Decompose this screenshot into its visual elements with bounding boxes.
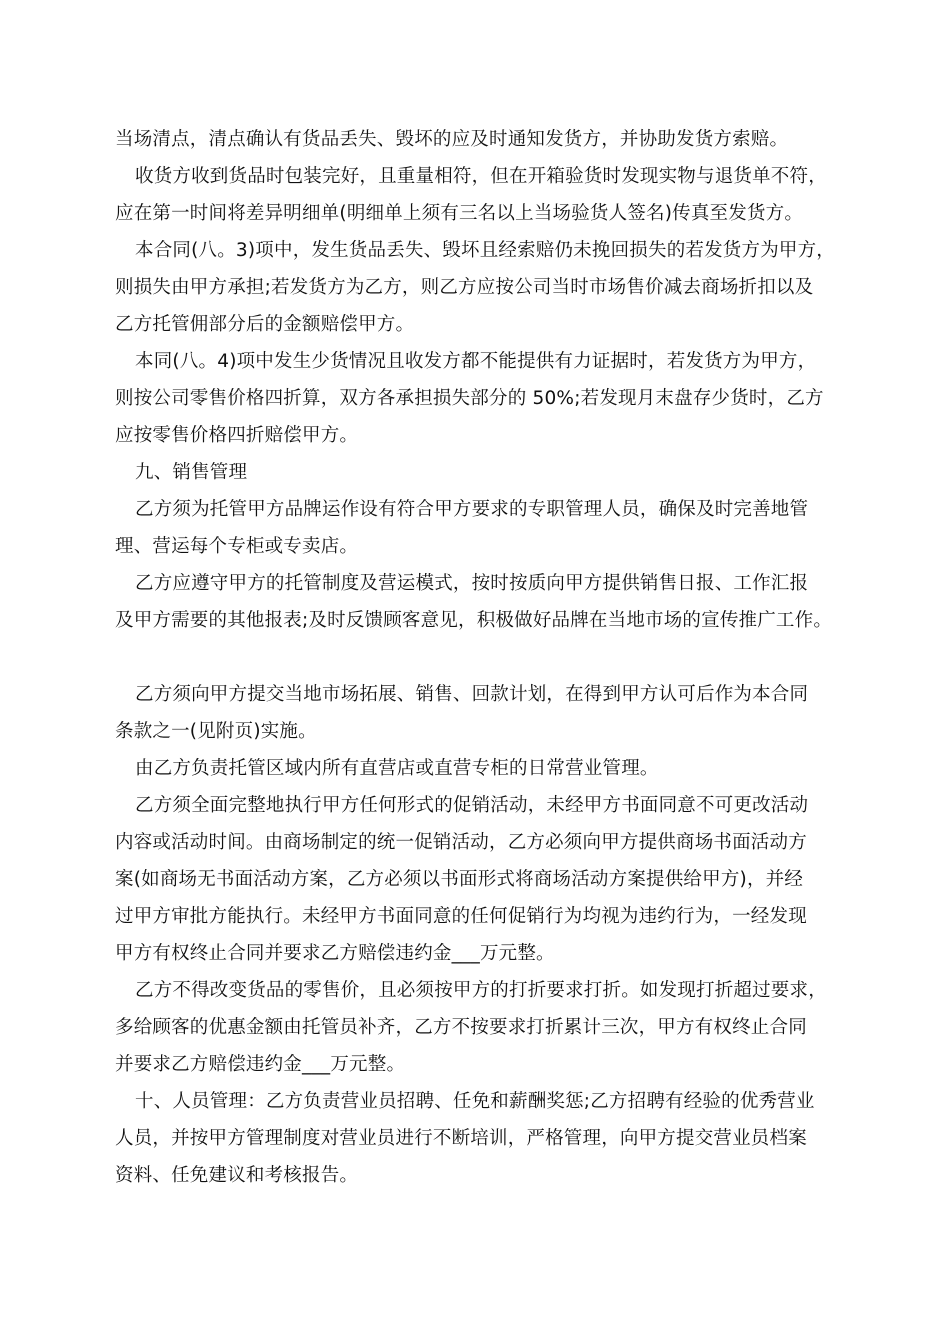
text-line: 资料、任免建议和考核报告。 (115, 1165, 359, 1186)
text-line: 人员，并按甲方管理制度对营业员进行不断培训，严格管理，向甲方提交营业员档案 (115, 1128, 807, 1149)
text-line: 案(如商场无书面活动方案，乙方必须以书面形式将商场活动方案提供给甲方)，并经 (115, 869, 804, 890)
text-line: 及甲方需要的其他报表;及时反馈顾客意见，积极做好品牌在当地市场的宣传推广工作。 (115, 610, 833, 631)
section-heading: 十、人员管理：乙方负责营业员招聘、任免和薪酬奖惩;乙方招聘有经验的优秀营业 (135, 1091, 815, 1112)
text-line: 并要求乙方赔偿违约金___万元整。 (115, 1054, 406, 1075)
text-line: 乙方不得改变货品的零售价，且必须按甲方的打折要求打折。如发现打折超过要求， (135, 980, 827, 1001)
text-line: 过甲方审批方能执行。未经甲方书面同意的任何促销行为均视为违约行为，一经发现 (115, 906, 807, 927)
text-line: 由乙方负责托管区域内所有直营店或直营专柜的日常营业管理。 (135, 758, 659, 779)
text-line: 多给顾客的优惠金额由托管员补齐，乙方不按要求打折累计三次，甲方有权终止合同 (115, 1017, 807, 1038)
text-line: 应在第一时间将差异明细单(明细单上须有三名以上当场验货人签名)传真至发货方。 (115, 203, 804, 224)
text-line: 乙方须为托管甲方品牌运作设有符合甲方要求的专职管理人员，确保及时完善地管 (135, 499, 809, 520)
text-line: 乙方应遵守甲方的托管制度及营运模式，按时按质向甲方提供销售日报、工作汇报 (135, 573, 809, 594)
section-heading: 九、销售管理 (135, 462, 248, 483)
blank-line (115, 639, 845, 676)
text-line: 则按公司零售价格四折算，双方各承担损失部分的 50%;若发现月末盘存少货时，乙方 (115, 388, 824, 409)
contract-text (115, 121, 845, 1194)
text-line: 乙方托管佣部分后的金额赔偿甲方。 (115, 314, 415, 335)
text-line: 当场清点，清点确认有货品丢失、毁坏的应及时通知发货方，并协助发货方索赔。 (115, 129, 789, 150)
text-line: 本合同(八。3)项中，发生货品丢失、毁坏且经索赔仍未挽回损失的若发货方为甲方， (135, 240, 836, 261)
text-line: 本同(八。4)项中发生少货情况且收发方都不能提供有力证据时，若发货方为甲方， (135, 351, 817, 372)
text-line: 则损失由甲方承担;若发货方为乙方，则乙方应按公司当时市场售价减去商场折扣以及 (115, 277, 814, 298)
text-line: 乙方须向甲方提交当地市场拓展、销售、回款计划，在得到甲方认可后作为本合同 (135, 684, 809, 705)
text-line: 条款之一(见附页)实施。 (115, 721, 317, 742)
text-line: 收货方收到货品时包装完好，且重量相符，但在开箱验货时发现实物与退货单不符， (135, 166, 827, 187)
text-line: 内容或活动时间。由商场制定的统一促销活动，乙方必须向甲方提供商场书面活动方 (115, 832, 807, 853)
text-line: 应按零售价格四折赔偿甲方。 (115, 425, 359, 446)
text-line: 甲方有权终止合同并要求乙方赔偿违约金___万元整。 (115, 943, 555, 964)
text-line: 理、营运每个专柜或专卖店。 (115, 536, 359, 557)
text-line: 乙方须全面完整地执行甲方任何形式的促销活动，未经甲方书面同意不可更改活动 (135, 795, 809, 816)
